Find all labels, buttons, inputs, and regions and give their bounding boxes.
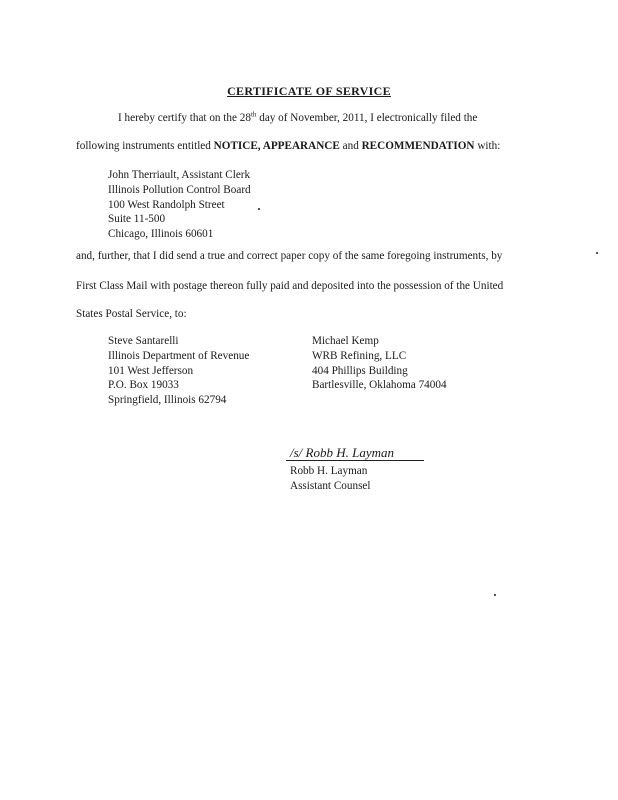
address-line: Illinois Pollution Control Board [108, 183, 251, 196]
address-line: Illinois Department of Revenue [108, 349, 250, 362]
body-line-3: and, further, that I did send a true and correct paper copy of the same foregoing instruments, by [76, 250, 503, 262]
instrument-names-1: NOTICE, APPEARANCE [213, 140, 340, 152]
address-line: Bartlesville, Oklahoma 74004 [312, 379, 447, 392]
wrb-address-block [312, 334, 447, 393]
body-line-1 [118, 112, 477, 125]
clerk-address-block [108, 168, 251, 242]
body-line-2-and: and [339, 140, 362, 152]
body-line-5: States Postal Service, to: [76, 308, 187, 320]
body-line-2-end: with: [474, 140, 501, 152]
electronic-signature: /s/ Robb H. Layman [290, 445, 394, 460]
body-line-1-start: I hereby certify that on the 28 [118, 112, 251, 124]
address-line: 100 West Randolph Street [108, 198, 225, 211]
signer-title: Assistant Counsel [290, 480, 371, 492]
signature-line [286, 460, 424, 461]
address-line: 101 West Jefferson [108, 364, 194, 377]
ordinal-suffix: th [250, 110, 257, 119]
address-line: Michael Kemp [312, 335, 379, 347]
signer-name: Robb H. Layman [290, 465, 368, 477]
address-line: Steve Santarelli [108, 335, 179, 347]
address-line: John Therriault, Assistant Clerk [108, 169, 251, 181]
scan-speck [596, 252, 598, 254]
address-line: P.O. Box 19033 [108, 379, 179, 392]
body-line-1-end: day of November, 2011, I electronically filed the [256, 112, 478, 124]
address-line: Springfield, Illinois 62794 [108, 394, 227, 407]
body-line-2-start: following instruments entitled [76, 140, 214, 152]
scan-speck [494, 594, 496, 596]
instrument-names-2: RECOMMENDATION [361, 140, 475, 152]
document-title: CERTIFICATE OF SERVICE [227, 84, 391, 98]
body-line-4: First Class Mail with postage thereon fully paid and deposited into the possession of the United [76, 280, 504, 292]
body-line-2 [76, 140, 500, 153]
address-line: 404 Phillips Building [312, 364, 408, 377]
address-line: Suite 11-500 [108, 213, 166, 226]
revenue-address-block [108, 334, 249, 408]
address-line: WRB Refining, LLC [312, 349, 407, 362]
signer-block [290, 464, 371, 494]
scan-speck [258, 208, 260, 210]
address-line: Chicago, Illinois 60601 [108, 228, 214, 241]
